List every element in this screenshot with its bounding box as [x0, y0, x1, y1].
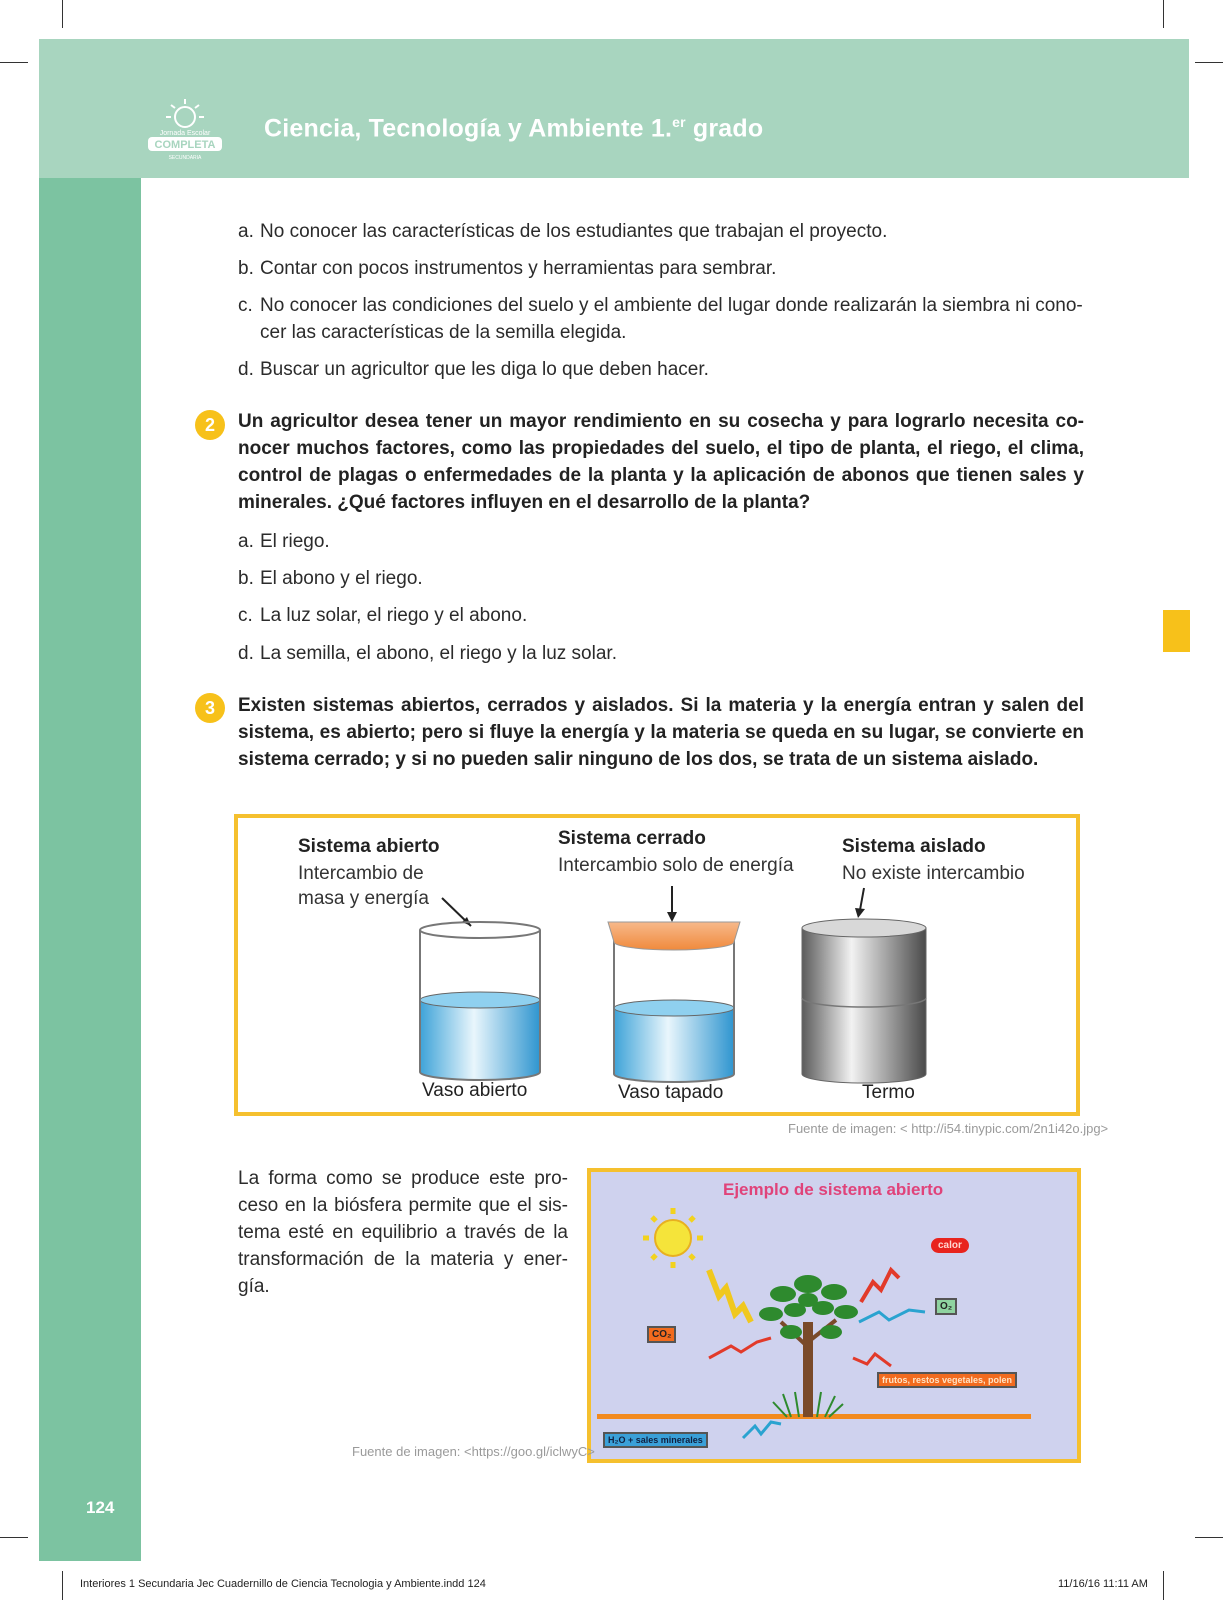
heat-label: calor	[931, 1238, 969, 1253]
co2-arrow-icon	[709, 1338, 771, 1358]
oxygen-arrow-icon	[859, 1310, 925, 1322]
q1-option-d: d. Buscar un agricultor que les diga lo que deben hacer.	[238, 359, 709, 380]
crop-mark	[0, 62, 28, 63]
open-system-title: Sistema abierto	[298, 836, 440, 857]
closed-system-sub: Intercambio solo de energía	[558, 855, 794, 876]
crop-mark	[0, 1537, 28, 1538]
q1-option-b: b. Contar con pocos instrumentos y herramientas para sembrar.	[238, 258, 777, 279]
section-tab-marker	[1163, 610, 1190, 652]
tree-icon	[759, 1275, 858, 1417]
side-band	[39, 178, 141, 1561]
page-title: Ciencia, Tecnología y Ambiente 1.$^{er}$ grado	[264, 114, 764, 143]
crop-mark	[1195, 62, 1223, 63]
example-title: Ejemplo de sistema abierto	[723, 1180, 944, 1199]
crop-mark	[62, 0, 63, 28]
water-minerals-label: H₂O + sales minerales	[603, 1432, 708, 1448]
caption-thermos: Termo	[862, 1082, 915, 1103]
crop-mark	[1163, 0, 1164, 28]
jornada-completa-logo	[140, 95, 230, 165]
svg-text:Jornada Escolar: Jornada Escolar	[159, 130, 211, 137]
question-2-text: Un agricultor desea tener un mayor rendimiento en su cosecha y para lograrlo necesita co-nocer muchos factores, como las propiedades del suelo, el tipo de planta, el riego, el clima, control de plagas o enfermedades de la planta y la aplicación de abonos que tienen sales y minerales. ¿Qué factores influyen en el desarrollo de la planta?	[238, 411, 1084, 513]
crop-mark	[62, 1571, 63, 1600]
sunlight-bolt-icon	[709, 1270, 751, 1322]
caption-covered-glass: Vaso tapado	[618, 1082, 724, 1103]
body-paragraph: La forma como se produce este pro-ceso en la biósfera permite que el sis-tema esté en equilibrio a través de la transformación de la materia y ener-gía.	[238, 1168, 568, 1297]
fruits-label: frutos, restos vegetales, polen	[877, 1372, 1017, 1388]
systems-figure	[234, 814, 1080, 1116]
svg-text:SECUNDARIA: SECUNDARIA	[168, 155, 202, 161]
open-glass-icon	[420, 898, 540, 1080]
q2-option-d: d. La semilla, el abono, el riego y la luz solar.	[238, 643, 617, 664]
page-number: 124	[86, 1498, 115, 1517]
open-system-illustration	[591, 1172, 1077, 1459]
q2-option-c: c. La luz solar, el riego y el abono.	[238, 605, 528, 626]
question-3-text: Existen sistemas abiertos, cerrados y aislados. Si la materia y la energía entran y salen del sistema, es abierto; pero si fluye la energía y la materia se queda en su lugar, se convierte en sistema cerrado; y si no pueden salir ninguno de los dos, se trata de un sistema aislado.	[238, 695, 1084, 770]
co2-label: CO₂	[647, 1326, 676, 1343]
footer-file-info: Interiores 1 Secundaria Jec Cuadernillo de Ciencia Tecnologia y Ambiente.indd 124	[80, 1578, 486, 1590]
sun-icon	[643, 1208, 703, 1268]
open-system-example	[587, 1168, 1081, 1463]
isolated-system-title: Sistema aislado	[842, 836, 986, 857]
covered-glass-icon	[608, 886, 740, 1082]
figure-source: Fuente de imagen: < http://i54.tinypic.com/2n1i42o.jpg>	[788, 1121, 1109, 1136]
isolated-system-sub: No existe intercambio	[842, 863, 1025, 884]
systems-illustration	[238, 818, 1076, 1112]
open-system-sub1: Intercambio de	[298, 863, 424, 884]
water-arrow-icon	[743, 1422, 781, 1438]
heat-arrow-icon	[861, 1270, 899, 1302]
question-number-3: 3	[195, 693, 225, 723]
crop-mark	[1163, 1571, 1164, 1600]
open-system-sub2: masa y energía	[298, 888, 429, 909]
q1-option-c: c. No conocer las condiciones del suelo y el ambiente del lugar donde realizarán la siembra ni cono- cer las características de la semilla elegida.	[238, 295, 1083, 343]
caption-open-glass: Vaso abierto	[422, 1080, 528, 1101]
thermos-icon	[802, 888, 926, 1083]
closed-system-title: Sistema cerrado	[558, 828, 706, 849]
q2-option-b: b. El abono y el riego.	[238, 568, 423, 589]
example-source: Fuente de imagen: <https://goo.gl/iclwyC>	[352, 1444, 595, 1459]
footer-timestamp: 11/16/16 11:11 AM	[1058, 1578, 1148, 1590]
question-number-2: 2	[195, 410, 225, 440]
crop-mark	[1195, 1537, 1223, 1538]
q2-option-a: a. El riego.	[238, 531, 330, 552]
oxygen-label: O₂	[935, 1298, 957, 1315]
fruit-arrow-icon	[853, 1354, 891, 1366]
svg-text:COMPLETA: COMPLETA	[154, 139, 216, 151]
q1-option-a: a. No conocer las características de los estudiantes que trabajan el proyecto.	[238, 221, 888, 242]
